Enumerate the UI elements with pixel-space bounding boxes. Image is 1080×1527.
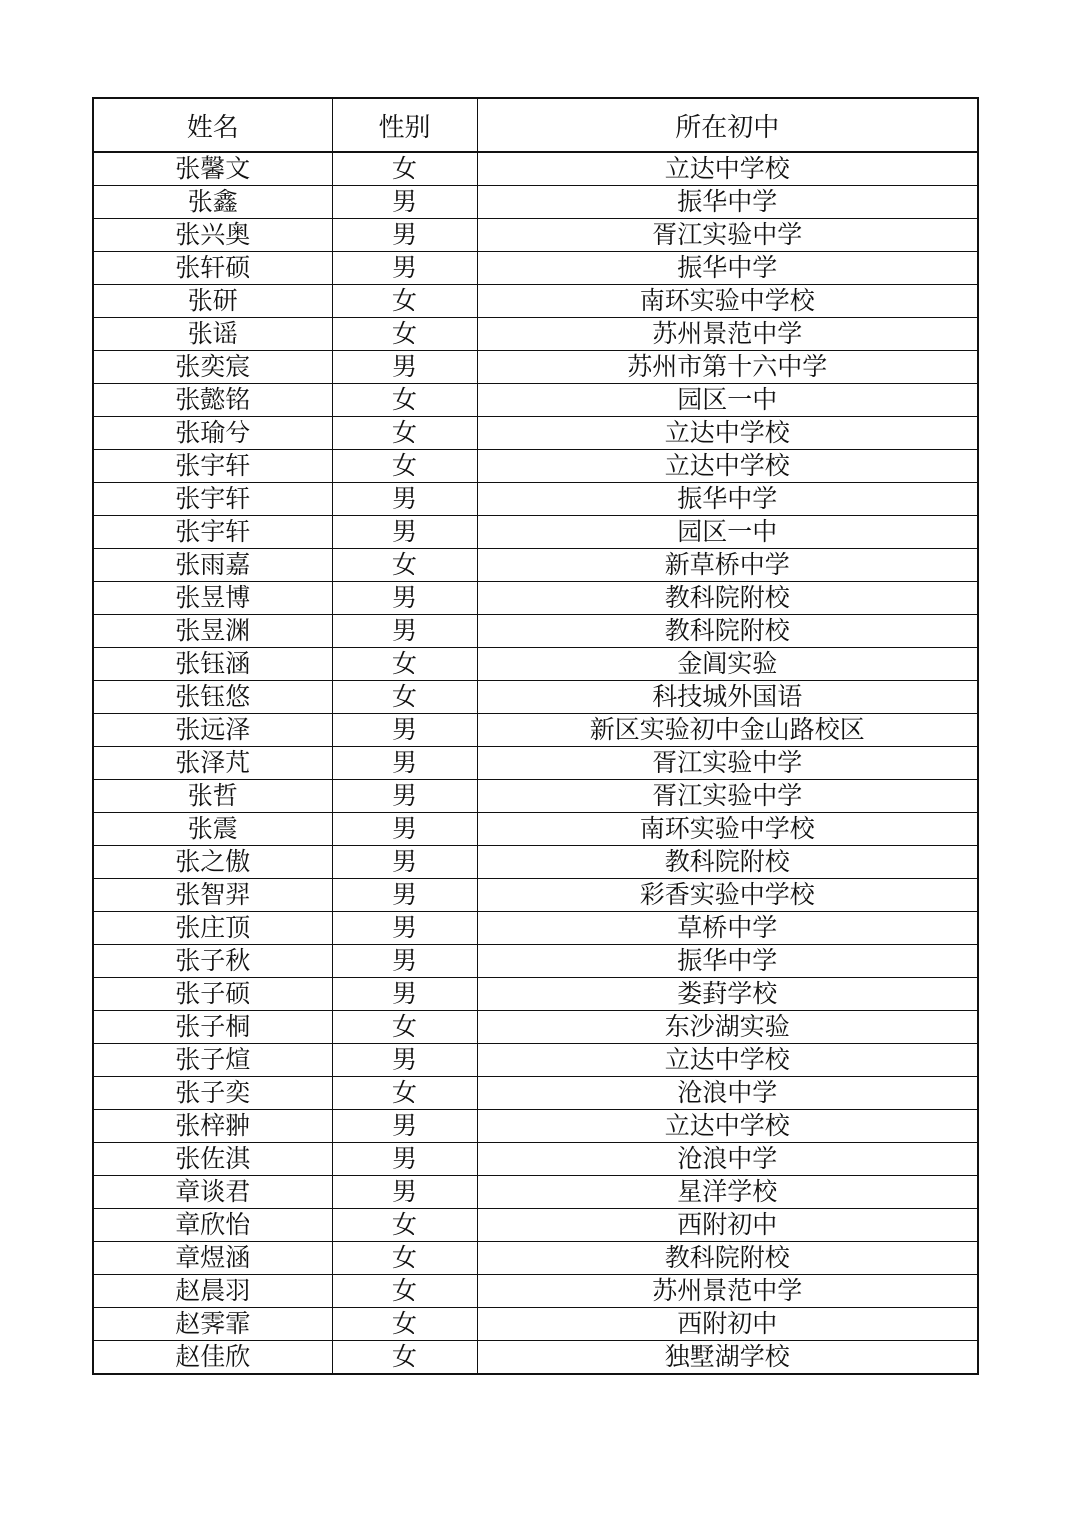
table-row: [93, 351, 978, 384]
gender-cell: 男: [332, 813, 477, 846]
school-cell: 立达中学校: [477, 1110, 978, 1143]
school-cell: 苏州景范中学: [477, 318, 978, 351]
name-cell: 张佐淇: [93, 1143, 332, 1176]
table-row: [93, 516, 978, 549]
school-cell: 胥江实验中学: [477, 747, 978, 780]
gender-cell: 女: [332, 1308, 477, 1341]
name-cell: 张智羿: [93, 879, 332, 912]
gender-cell: 男: [332, 879, 477, 912]
table-row: [93, 1209, 978, 1242]
name-cell: 张之傲: [93, 846, 332, 879]
student-roster-table: [92, 97, 979, 1375]
gender-cell: 男: [332, 351, 477, 384]
name-cell: 张宇轩: [93, 450, 332, 483]
gender-cell: 男: [332, 747, 477, 780]
table-row: [93, 1308, 978, 1341]
table-row: [93, 1110, 978, 1143]
table-row: [93, 1275, 978, 1308]
school-cell: 东沙湖实验: [477, 1011, 978, 1044]
school-cell: 娄葑学校: [477, 978, 978, 1011]
header-gender: 性别: [332, 98, 477, 152]
gender-cell: 男: [332, 516, 477, 549]
school-cell: 科技城外国语: [477, 681, 978, 714]
gender-cell: 女: [332, 648, 477, 681]
school-cell: 胥江实验中学: [477, 780, 978, 813]
table-row: [93, 978, 978, 1011]
table-row: [93, 846, 978, 879]
name-cell: 章欣怡: [93, 1209, 332, 1242]
name-cell: 张子煊: [93, 1044, 332, 1077]
name-cell: 张雨嘉: [93, 549, 332, 582]
gender-cell: 女: [332, 285, 477, 318]
school-cell: 振华中学: [477, 945, 978, 978]
table-row: [93, 483, 978, 516]
name-cell: 张宇轩: [93, 516, 332, 549]
school-cell: 振华中学: [477, 252, 978, 285]
name-cell: 张庄顶: [93, 912, 332, 945]
table-row: [93, 714, 978, 747]
gender-cell: 女: [332, 681, 477, 714]
name-cell: 张泽芃: [93, 747, 332, 780]
school-cell: 苏州景范中学: [477, 1275, 978, 1308]
school-cell: 振华中学: [477, 186, 978, 219]
name-cell: 张谣: [93, 318, 332, 351]
name-cell: 张奕宸: [93, 351, 332, 384]
table-row: [93, 450, 978, 483]
table-row: [93, 1242, 978, 1275]
school-cell: 教科院附校: [477, 846, 978, 879]
gender-cell: 女: [332, 318, 477, 351]
gender-cell: 女: [332, 1077, 477, 1110]
school-cell: 星洋学校: [477, 1176, 978, 1209]
name-cell: 赵佳欣: [93, 1341, 332, 1375]
gender-cell: 男: [332, 615, 477, 648]
header-name: 姓名: [93, 98, 332, 152]
gender-cell: 女: [332, 1209, 477, 1242]
gender-cell: 男: [332, 483, 477, 516]
table-body: [93, 152, 978, 1374]
gender-cell: 男: [332, 1044, 477, 1077]
school-cell: 南环实验中学校: [477, 813, 978, 846]
name-cell: 张馨文: [93, 152, 332, 186]
table-row: [93, 912, 978, 945]
school-cell: 独墅湖学校: [477, 1341, 978, 1375]
school-cell: 教科院附校: [477, 1242, 978, 1275]
school-cell: 教科院附校: [477, 582, 978, 615]
school-cell: 西附初中: [477, 1308, 978, 1341]
name-cell: 张昱渊: [93, 615, 332, 648]
school-cell: 立达中学校: [477, 450, 978, 483]
school-cell: 南环实验中学校: [477, 285, 978, 318]
table-row: [93, 219, 978, 252]
school-cell: 园区一中: [477, 516, 978, 549]
gender-cell: 女: [332, 1011, 477, 1044]
name-cell: 张鑫: [93, 186, 332, 219]
table-row: [93, 1341, 978, 1375]
table-row: [93, 152, 978, 186]
name-cell: 张梓翀: [93, 1110, 332, 1143]
gender-cell: 女: [332, 384, 477, 417]
gender-cell: 女: [332, 152, 477, 186]
table-row: [93, 648, 978, 681]
gender-cell: 男: [332, 1176, 477, 1209]
school-cell: 彩香实验中学校: [477, 879, 978, 912]
name-cell: 赵晨羽: [93, 1275, 332, 1308]
name-cell: 张研: [93, 285, 332, 318]
gender-cell: 男: [332, 219, 477, 252]
school-cell: 金阊实验: [477, 648, 978, 681]
gender-cell: 男: [332, 714, 477, 747]
table-row: [93, 681, 978, 714]
name-cell: 张子奕: [93, 1077, 332, 1110]
table-row: [93, 582, 978, 615]
name-cell: 张钰悠: [93, 681, 332, 714]
school-cell: 教科院附校: [477, 615, 978, 648]
name-cell: 张懿铭: [93, 384, 332, 417]
header-school: 所在初中: [477, 98, 978, 152]
gender-cell: 男: [332, 912, 477, 945]
table-row: [93, 879, 978, 912]
table-row: [93, 780, 978, 813]
table-row: [93, 318, 978, 351]
school-cell: 立达中学校: [477, 1044, 978, 1077]
gender-cell: 男: [332, 846, 477, 879]
gender-cell: 女: [332, 1275, 477, 1308]
table-row: [93, 1143, 978, 1176]
name-cell: 张震: [93, 813, 332, 846]
table-row: [93, 1077, 978, 1110]
table-row: [93, 1011, 978, 1044]
table-row: [93, 813, 978, 846]
name-cell: 张子桐: [93, 1011, 332, 1044]
table-row: [93, 417, 978, 450]
school-cell: 新区实验初中金山路校区: [477, 714, 978, 747]
table-row: [93, 384, 978, 417]
school-cell: 沧浪中学: [477, 1143, 978, 1176]
gender-cell: 男: [332, 186, 477, 219]
gender-cell: 男: [332, 945, 477, 978]
school-cell: 苏州市第十六中学: [477, 351, 978, 384]
school-cell: 立达中学校: [477, 152, 978, 186]
gender-cell: 女: [332, 450, 477, 483]
school-cell: 沧浪中学: [477, 1077, 978, 1110]
school-cell: 新草桥中学: [477, 549, 978, 582]
name-cell: 张宇轩: [93, 483, 332, 516]
school-cell: 振华中学: [477, 483, 978, 516]
name-cell: 赵霁霏: [93, 1308, 332, 1341]
table-row: [93, 945, 978, 978]
name-cell: 张兴奥: [93, 219, 332, 252]
table-row: [93, 747, 978, 780]
gender-cell: 女: [332, 417, 477, 450]
gender-cell: 男: [332, 252, 477, 285]
school-cell: 西附初中: [477, 1209, 978, 1242]
table-row: [93, 615, 978, 648]
gender-cell: 男: [332, 582, 477, 615]
school-cell: 草桥中学: [477, 912, 978, 945]
table-row: [93, 186, 978, 219]
name-cell: 章煜涵: [93, 1242, 332, 1275]
school-cell: 立达中学校: [477, 417, 978, 450]
table-header: [93, 98, 978, 152]
table-row: [93, 252, 978, 285]
gender-cell: 女: [332, 1341, 477, 1375]
gender-cell: 男: [332, 978, 477, 1011]
table-row: [93, 285, 978, 318]
name-cell: 张钰涵: [93, 648, 332, 681]
name-cell: 张子硕: [93, 978, 332, 1011]
name-cell: 张瑜兮: [93, 417, 332, 450]
gender-cell: 男: [332, 780, 477, 813]
table-row: [93, 1176, 978, 1209]
gender-cell: 男: [332, 1110, 477, 1143]
school-cell: 胥江实验中学: [477, 219, 978, 252]
header-row: [93, 98, 978, 152]
gender-cell: 女: [332, 549, 477, 582]
name-cell: 章谈君: [93, 1176, 332, 1209]
table-row: [93, 549, 978, 582]
name-cell: 张哲: [93, 780, 332, 813]
name-cell: 张子秋: [93, 945, 332, 978]
school-cell: 园区一中: [477, 384, 978, 417]
table-row: [93, 1044, 978, 1077]
gender-cell: 男: [332, 1143, 477, 1176]
gender-cell: 女: [332, 1242, 477, 1275]
name-cell: 张昱博: [93, 582, 332, 615]
name-cell: 张远泽: [93, 714, 332, 747]
name-cell: 张轩硕: [93, 252, 332, 285]
